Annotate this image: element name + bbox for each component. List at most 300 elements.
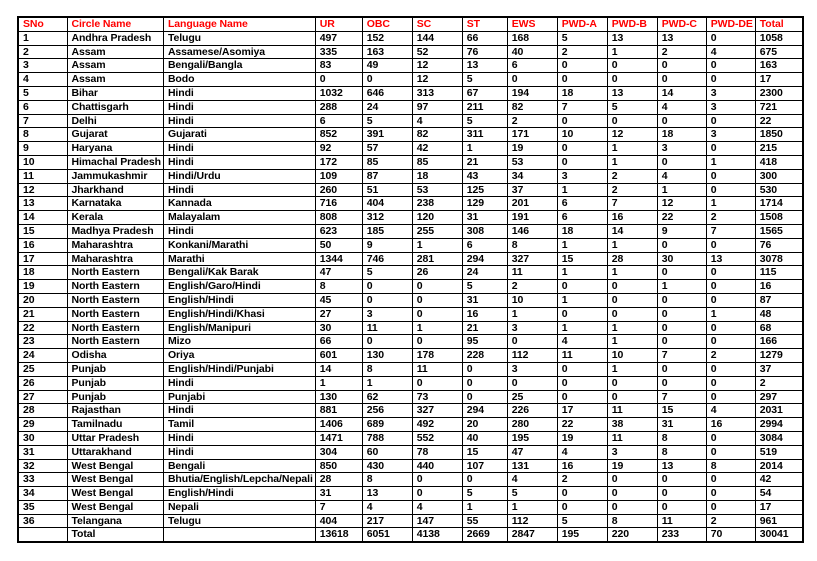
cell-pwd-b: 1 xyxy=(607,266,657,280)
cell-sno: 8 xyxy=(18,128,67,142)
cell-sc: 78 xyxy=(412,445,462,459)
cell-pwd-b: 19 xyxy=(607,459,657,473)
cell-sc: 255 xyxy=(412,224,462,238)
cell-pwd-a: 2 xyxy=(557,473,607,487)
cell-sno: 3 xyxy=(18,59,67,73)
cell-pwd-c: 8 xyxy=(657,445,706,459)
cell-pwd-c: 8 xyxy=(657,431,706,445)
cell-pwd-c: 0 xyxy=(657,376,706,390)
cell-pwd-c: 0 xyxy=(657,321,706,335)
cell-language-name: Hindi/Urdu xyxy=(163,169,315,183)
cell-obc: 0 xyxy=(362,293,412,307)
cell-language-name: English/Hindi/Punjabi xyxy=(163,362,315,376)
cell-ews: 82 xyxy=(507,100,557,114)
column-header-sno: SNo xyxy=(18,17,67,31)
cell-obc: 11 xyxy=(362,321,412,335)
cell-st: 24 xyxy=(462,266,507,280)
cell-pwd-de: 0 xyxy=(706,59,755,73)
cell-sc: 178 xyxy=(412,349,462,363)
cell-pwd-c: 0 xyxy=(657,266,706,280)
cell-sno: 18 xyxy=(18,266,67,280)
cell-pwd-c: 13 xyxy=(657,459,706,473)
cell-pwd-c: 0 xyxy=(657,500,706,514)
cell-pwd-c: 31 xyxy=(657,418,706,432)
cell-obc: 49 xyxy=(362,59,412,73)
cell-ur: 28 xyxy=(315,473,362,487)
cell-obc: 746 xyxy=(362,252,412,266)
cell-obc: 0 xyxy=(362,335,412,349)
cell-ur: 335 xyxy=(315,45,362,59)
cell-language-name: Bengali xyxy=(163,459,315,473)
cell-pwd-c: 1 xyxy=(657,280,706,294)
cell-circle-name: Madhya Pradesh xyxy=(67,224,163,238)
cell-circle-name: West Bengal xyxy=(67,473,163,487)
cell-circle-name: Karnataka xyxy=(67,197,163,211)
total-cell-pwd-a: 195 xyxy=(557,528,607,542)
table-row xyxy=(18,445,803,459)
cell-obc: 4 xyxy=(362,500,412,514)
cell-sno: 27 xyxy=(18,390,67,404)
cell-language-name: Malayalam xyxy=(163,211,315,225)
cell-total: 3078 xyxy=(755,252,803,266)
column-header-language-name: Language Name xyxy=(163,17,315,31)
total-cell-language-name xyxy=(163,528,315,542)
cell-total: 166 xyxy=(755,335,803,349)
cell-st: 66 xyxy=(462,31,507,45)
cell-sno: 25 xyxy=(18,362,67,376)
cell-total: 675 xyxy=(755,45,803,59)
cell-language-name: Konkani/Marathi xyxy=(163,238,315,252)
cell-pwd-de: 0 xyxy=(706,445,755,459)
cell-ur: 1344 xyxy=(315,252,362,266)
cell-pwd-a: 4 xyxy=(557,445,607,459)
cell-sno: 10 xyxy=(18,155,67,169)
cell-ur: 30 xyxy=(315,321,362,335)
cell-ur: 881 xyxy=(315,404,362,418)
cell-pwd-a: 17 xyxy=(557,404,607,418)
cell-st: 6 xyxy=(462,238,507,252)
cell-pwd-c: 3 xyxy=(657,142,706,156)
cell-total: 37 xyxy=(755,362,803,376)
cell-circle-name: Punjab xyxy=(67,390,163,404)
cell-ews: 112 xyxy=(507,349,557,363)
cell-sc: 0 xyxy=(412,307,462,321)
cell-total: 721 xyxy=(755,100,803,114)
cell-pwd-a: 5 xyxy=(557,514,607,528)
cell-sno: 22 xyxy=(18,321,67,335)
cell-sc: 73 xyxy=(412,390,462,404)
cell-language-name: Bengali/Bangla xyxy=(163,59,315,73)
total-cell-ews: 2847 xyxy=(507,528,557,542)
cell-sno: 31 xyxy=(18,445,67,459)
cell-st: 308 xyxy=(462,224,507,238)
cell-language-name: Mizo xyxy=(163,335,315,349)
cell-total: 42 xyxy=(755,473,803,487)
total-cell-sc: 4138 xyxy=(412,528,462,542)
cell-ur: 6 xyxy=(315,114,362,128)
cell-ur: 14 xyxy=(315,362,362,376)
cell-ur: 260 xyxy=(315,183,362,197)
cell-circle-name: North Eastern xyxy=(67,280,163,294)
cell-obc: 430 xyxy=(362,459,412,473)
cell-sno: 29 xyxy=(18,418,67,432)
cell-circle-name: Assam xyxy=(67,45,163,59)
cell-sno: 26 xyxy=(18,376,67,390)
cell-sc: 0 xyxy=(412,335,462,349)
cell-obc: 256 xyxy=(362,404,412,418)
table-row xyxy=(18,431,803,445)
cell-ur: 0 xyxy=(315,73,362,87)
cell-st: 15 xyxy=(462,445,507,459)
cell-circle-name: Maharashtra xyxy=(67,238,163,252)
column-header-pwd-c: PWD-C xyxy=(657,17,706,31)
cell-total: 1565 xyxy=(755,224,803,238)
cell-st: 294 xyxy=(462,252,507,266)
cell-sno: 1 xyxy=(18,31,67,45)
cell-pwd-a: 22 xyxy=(557,418,607,432)
cell-circle-name: Rajasthan xyxy=(67,404,163,418)
table-row xyxy=(18,335,803,349)
cell-pwd-c: 15 xyxy=(657,404,706,418)
cell-sc: 52 xyxy=(412,45,462,59)
cell-sc: 12 xyxy=(412,73,462,87)
cell-total: 87 xyxy=(755,293,803,307)
cell-ews: 10 xyxy=(507,293,557,307)
total-cell-pwd-de: 70 xyxy=(706,528,755,542)
cell-pwd-b: 13 xyxy=(607,31,657,45)
cell-total: 297 xyxy=(755,390,803,404)
cell-st: 125 xyxy=(462,183,507,197)
cell-sc: 0 xyxy=(412,376,462,390)
cell-st: 1 xyxy=(462,142,507,156)
cell-pwd-b: 12 xyxy=(607,128,657,142)
cell-pwd-b: 0 xyxy=(607,487,657,501)
column-header-ews: EWS xyxy=(507,17,557,31)
cell-sc: 120 xyxy=(412,211,462,225)
cell-ur: 27 xyxy=(315,307,362,321)
cell-pwd-a: 2 xyxy=(557,45,607,59)
cell-language-name: Oriya xyxy=(163,349,315,363)
cell-pwd-de: 0 xyxy=(706,238,755,252)
cell-language-name: Bodo xyxy=(163,73,315,87)
cell-language-name: Hindi xyxy=(163,445,315,459)
cell-st: 5 xyxy=(462,114,507,128)
cell-total: 76 xyxy=(755,238,803,252)
cell-circle-name: Uttarakhand xyxy=(67,445,163,459)
cell-pwd-de: 7 xyxy=(706,224,755,238)
total-cell-pwd-b: 220 xyxy=(607,528,657,542)
table-row xyxy=(18,224,803,238)
cell-obc: 646 xyxy=(362,86,412,100)
table-row xyxy=(18,31,803,45)
cell-pwd-a: 0 xyxy=(557,376,607,390)
cell-pwd-c: 9 xyxy=(657,224,706,238)
cell-pwd-b: 1 xyxy=(607,142,657,156)
cell-language-name: Hindi xyxy=(163,86,315,100)
cell-ews: 131 xyxy=(507,459,557,473)
cell-pwd-de: 13 xyxy=(706,252,755,266)
cell-pwd-a: 0 xyxy=(557,487,607,501)
cell-ur: 852 xyxy=(315,128,362,142)
cell-ews: 25 xyxy=(507,390,557,404)
cell-obc: 87 xyxy=(362,169,412,183)
cell-pwd-c: 0 xyxy=(657,114,706,128)
cell-pwd-b: 7 xyxy=(607,197,657,211)
cell-pwd-b: 1 xyxy=(607,362,657,376)
cell-ur: 1 xyxy=(315,376,362,390)
cell-obc: 391 xyxy=(362,128,412,142)
header-row xyxy=(18,17,803,31)
cell-ews: 11 xyxy=(507,266,557,280)
cell-ur: 1032 xyxy=(315,86,362,100)
table-row xyxy=(18,321,803,335)
cell-circle-name: Tamilnadu xyxy=(67,418,163,432)
cell-sc: 1 xyxy=(412,238,462,252)
table-row xyxy=(18,293,803,307)
cell-language-name: English/Manipuri xyxy=(163,321,315,335)
cell-pwd-de: 2 xyxy=(706,349,755,363)
cell-pwd-a: 0 xyxy=(557,142,607,156)
cell-pwd-b: 0 xyxy=(607,473,657,487)
cell-circle-name: Assam xyxy=(67,59,163,73)
cell-pwd-de: 8 xyxy=(706,459,755,473)
cell-obc: 57 xyxy=(362,142,412,156)
table-row xyxy=(18,307,803,321)
table-row xyxy=(18,500,803,514)
cell-pwd-b: 11 xyxy=(607,404,657,418)
cell-pwd-b: 2 xyxy=(607,183,657,197)
cell-obc: 8 xyxy=(362,362,412,376)
cell-ur: 92 xyxy=(315,142,362,156)
cell-pwd-de: 1 xyxy=(706,307,755,321)
cell-pwd-a: 6 xyxy=(557,197,607,211)
cell-obc: 312 xyxy=(362,211,412,225)
cell-pwd-b: 5 xyxy=(607,100,657,114)
cell-sno: 9 xyxy=(18,142,67,156)
cell-st: 107 xyxy=(462,459,507,473)
cell-obc: 185 xyxy=(362,224,412,238)
column-header-ur: UR xyxy=(315,17,362,31)
cell-pwd-de: 0 xyxy=(706,431,755,445)
cell-ur: 172 xyxy=(315,155,362,169)
cell-total: 1058 xyxy=(755,31,803,45)
cell-pwd-a: 0 xyxy=(557,307,607,321)
cell-circle-name: North Eastern xyxy=(67,335,163,349)
cell-ur: 45 xyxy=(315,293,362,307)
cell-circle-name: Haryana xyxy=(67,142,163,156)
cell-total: 2300 xyxy=(755,86,803,100)
cell-sc: 0 xyxy=(412,293,462,307)
total-cell-total: 30041 xyxy=(755,528,803,542)
cell-st: 294 xyxy=(462,404,507,418)
cell-st: 67 xyxy=(462,86,507,100)
cell-pwd-c: 11 xyxy=(657,514,706,528)
total-cell-st: 2669 xyxy=(462,528,507,542)
cell-pwd-de: 0 xyxy=(706,266,755,280)
table-row xyxy=(18,45,803,59)
cell-st: 211 xyxy=(462,100,507,114)
table-row xyxy=(18,183,803,197)
cell-obc: 9 xyxy=(362,238,412,252)
column-header-pwd-a: PWD-A xyxy=(557,17,607,31)
cell-ews: 5 xyxy=(507,487,557,501)
cell-sc: 1 xyxy=(412,321,462,335)
cell-pwd-de: 0 xyxy=(706,487,755,501)
cell-ur: 1406 xyxy=(315,418,362,432)
table-row xyxy=(18,418,803,432)
cell-pwd-b: 13 xyxy=(607,86,657,100)
cell-circle-name: West Bengal xyxy=(67,500,163,514)
cell-sno: 24 xyxy=(18,349,67,363)
cell-pwd-de: 0 xyxy=(706,169,755,183)
cell-sno: 30 xyxy=(18,431,67,445)
cell-pwd-a: 1 xyxy=(557,293,607,307)
cell-sno: 12 xyxy=(18,183,67,197)
cell-pwd-b: 0 xyxy=(607,293,657,307)
cell-pwd-de: 3 xyxy=(706,86,755,100)
cell-pwd-b: 0 xyxy=(607,376,657,390)
cell-total: 1508 xyxy=(755,211,803,225)
cell-st: 0 xyxy=(462,362,507,376)
cell-sc: 82 xyxy=(412,128,462,142)
cell-obc: 130 xyxy=(362,349,412,363)
cell-language-name: Hindi xyxy=(163,183,315,197)
cell-total: 2 xyxy=(755,376,803,390)
cell-pwd-b: 1 xyxy=(607,45,657,59)
cell-st: 31 xyxy=(462,211,507,225)
cell-ews: 19 xyxy=(507,142,557,156)
cell-obc: 217 xyxy=(362,514,412,528)
cell-pwd-b: 28 xyxy=(607,252,657,266)
cell-language-name: Hindi xyxy=(163,376,315,390)
cell-sno: 36 xyxy=(18,514,67,528)
table-row xyxy=(18,59,803,73)
cell-ews: 194 xyxy=(507,86,557,100)
cell-pwd-a: 18 xyxy=(557,224,607,238)
table-head xyxy=(18,17,803,31)
column-header-circle-name: Circle Name xyxy=(67,17,163,31)
cell-sno: 7 xyxy=(18,114,67,128)
cell-total: 2014 xyxy=(755,459,803,473)
cell-st: 95 xyxy=(462,335,507,349)
cell-pwd-b: 1 xyxy=(607,335,657,349)
cell-ews: 3 xyxy=(507,362,557,376)
cell-obc: 404 xyxy=(362,197,412,211)
cell-sno: 6 xyxy=(18,100,67,114)
cell-st: 0 xyxy=(462,473,507,487)
cell-total: 17 xyxy=(755,500,803,514)
cell-sno: 13 xyxy=(18,197,67,211)
cell-ews: 3 xyxy=(507,321,557,335)
cell-sno: 28 xyxy=(18,404,67,418)
cell-st: 13 xyxy=(462,59,507,73)
cell-sc: 238 xyxy=(412,197,462,211)
cell-ews: 226 xyxy=(507,404,557,418)
cell-pwd-c: 0 xyxy=(657,238,706,252)
cell-total: 3084 xyxy=(755,431,803,445)
cell-ews: 327 xyxy=(507,252,557,266)
cell-language-name: Gujarati xyxy=(163,128,315,142)
cell-circle-name: Delhi xyxy=(67,114,163,128)
total-cell-obc: 6051 xyxy=(362,528,412,542)
cell-pwd-b: 0 xyxy=(607,307,657,321)
cell-total: 22 xyxy=(755,114,803,128)
cell-circle-name: Odisha xyxy=(67,349,163,363)
cell-pwd-c: 0 xyxy=(657,335,706,349)
cell-sc: 4 xyxy=(412,500,462,514)
cell-st: 55 xyxy=(462,514,507,528)
cell-total: 2994 xyxy=(755,418,803,432)
cell-pwd-a: 18 xyxy=(557,86,607,100)
cell-pwd-de: 2 xyxy=(706,514,755,528)
cell-language-name: English/Hindi xyxy=(163,293,315,307)
cell-pwd-de: 2 xyxy=(706,211,755,225)
cell-sc: 0 xyxy=(412,280,462,294)
cell-pwd-a: 1 xyxy=(557,266,607,280)
table-row xyxy=(18,211,803,225)
cell-circle-name: Gujarat xyxy=(67,128,163,142)
cell-circle-name: Andhra Pradesh xyxy=(67,31,163,45)
cell-language-name: Hindi xyxy=(163,404,315,418)
cell-total: 300 xyxy=(755,169,803,183)
cell-circle-name: West Bengal xyxy=(67,459,163,473)
cell-ur: 304 xyxy=(315,445,362,459)
table-row xyxy=(18,280,803,294)
cell-ur: 497 xyxy=(315,31,362,45)
cell-pwd-c: 0 xyxy=(657,73,706,87)
cell-pwd-de: 1 xyxy=(706,197,755,211)
cell-total: 115 xyxy=(755,266,803,280)
cell-pwd-c: 7 xyxy=(657,349,706,363)
cell-pwd-a: 15 xyxy=(557,252,607,266)
cell-ews: 168 xyxy=(507,31,557,45)
cell-ur: 50 xyxy=(315,238,362,252)
cell-ews: 53 xyxy=(507,155,557,169)
cell-ews: 0 xyxy=(507,73,557,87)
cell-st: 0 xyxy=(462,390,507,404)
cell-pwd-b: 0 xyxy=(607,59,657,73)
cell-ur: 83 xyxy=(315,59,362,73)
cell-pwd-de: 1 xyxy=(706,155,755,169)
column-header-sc: SC xyxy=(412,17,462,31)
cell-ur: 716 xyxy=(315,197,362,211)
cell-language-name: Hindi xyxy=(163,431,315,445)
cell-ews: 6 xyxy=(507,59,557,73)
cell-ews: 1 xyxy=(507,307,557,321)
cell-sc: 18 xyxy=(412,169,462,183)
cell-pwd-de: 0 xyxy=(706,473,755,487)
cell-circle-name: Maharashtra xyxy=(67,252,163,266)
cell-pwd-de: 0 xyxy=(706,362,755,376)
cell-obc: 5 xyxy=(362,266,412,280)
cell-circle-name: Jammukashmir xyxy=(67,169,163,183)
cell-circle-name: Chattisgarh xyxy=(67,100,163,114)
cell-ews: 0 xyxy=(507,376,557,390)
cell-obc: 152 xyxy=(362,31,412,45)
cell-pwd-c: 13 xyxy=(657,31,706,45)
table-row xyxy=(18,349,803,363)
cell-pwd-a: 0 xyxy=(557,362,607,376)
cell-total: 48 xyxy=(755,307,803,321)
cell-pwd-b: 1 xyxy=(607,155,657,169)
cell-ur: 850 xyxy=(315,459,362,473)
cell-language-name: English/Hindi/Khasi xyxy=(163,307,315,321)
cell-obc: 13 xyxy=(362,487,412,501)
cell-pwd-a: 0 xyxy=(557,280,607,294)
cell-st: 5 xyxy=(462,73,507,87)
cell-language-name: Bengali/Kak Barak xyxy=(163,266,315,280)
cell-pwd-a: 3 xyxy=(557,169,607,183)
